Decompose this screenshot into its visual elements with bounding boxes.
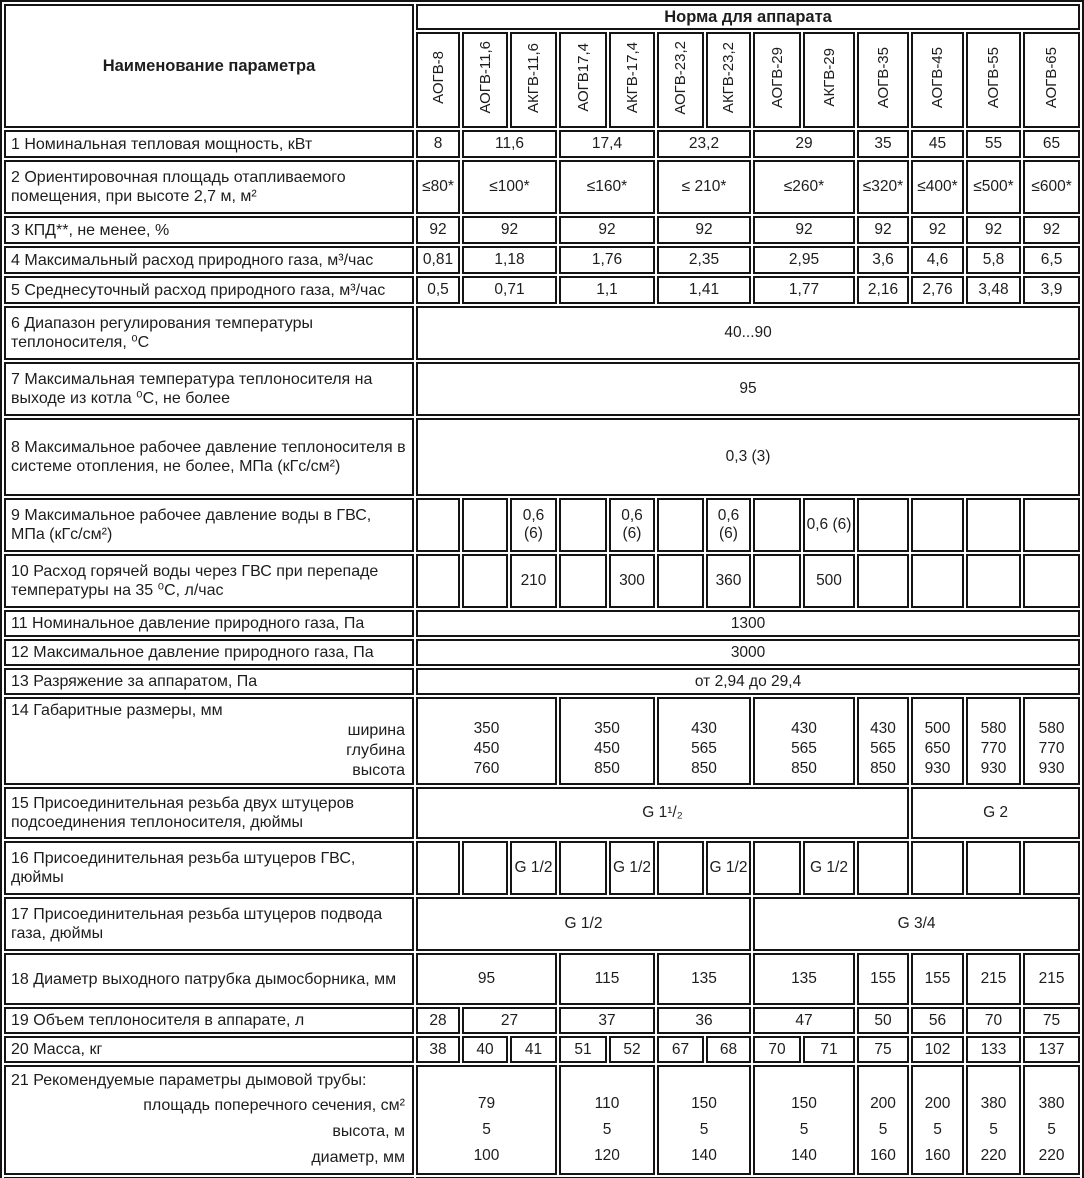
- value-cell: [753, 841, 801, 895]
- stack-line: 79: [477, 1095, 496, 1112]
- value-cell: 45: [911, 130, 964, 158]
- value-cell: [1023, 498, 1080, 552]
- value-stack: [559, 1065, 655, 1175]
- value-cell: [966, 554, 1021, 608]
- stack-line: 850: [791, 760, 817, 777]
- param-label: [4, 697, 414, 785]
- model-header: [510, 32, 557, 128]
- param-label: 9 Максимальное рабочее давление воды в ГВС, МПа (кГс/см²): [4, 498, 414, 552]
- table-row: [4, 639, 1080, 666]
- param-label: 12 Максимальное давление природного газа, Па: [4, 639, 414, 666]
- value-cell: 1,41: [657, 276, 751, 304]
- value-stack: [559, 697, 655, 785]
- stack-line: 5: [699, 1121, 709, 1138]
- stack-line: 930: [924, 760, 951, 777]
- model-header: [706, 32, 751, 128]
- value-stack: [657, 697, 751, 785]
- value-cell: [462, 841, 508, 895]
- value-stack: [911, 697, 964, 785]
- param-column-header: Наименование параметра: [4, 4, 414, 128]
- value-cell: [462, 498, 508, 552]
- table-row: [4, 841, 1080, 895]
- table-row: [4, 160, 1080, 214]
- value-cell: 92: [416, 216, 460, 244]
- stack-line: 580: [980, 720, 1007, 737]
- value-cell: 2,95: [753, 246, 855, 274]
- model-header-label: АКГВ-11,6: [525, 42, 542, 113]
- table-row: [4, 554, 1080, 608]
- stack-line: 120: [594, 1147, 620, 1164]
- value-cell: G 3/4: [753, 897, 1080, 951]
- stack-line: 850: [691, 760, 717, 777]
- value-cell: 210: [510, 554, 557, 608]
- value-cell: 0,6 (6): [510, 498, 557, 552]
- value-cell: [911, 554, 964, 608]
- value-cell: 92: [966, 216, 1021, 244]
- value-cell: 2,76: [911, 276, 964, 304]
- value-cell: 155: [857, 953, 909, 1005]
- value-cell: 135: [657, 953, 751, 1005]
- value-cell: 27: [462, 1007, 557, 1034]
- stack-line: 150: [691, 1095, 717, 1112]
- value-cell: [416, 498, 460, 552]
- stack-line: 200: [924, 1095, 951, 1112]
- row-title: 14 Габаритные размеры, мм: [11, 702, 223, 719]
- row-title: 21 Рекомендуемые параметры дымовой трубы:: [11, 1072, 367, 1089]
- value-cell: 95: [416, 362, 1080, 416]
- value-cell: 3000: [416, 639, 1080, 666]
- value-cell: 0,71: [462, 276, 557, 304]
- value-cell: 1,76: [559, 246, 655, 274]
- value-cell: [753, 498, 801, 552]
- model-header: [609, 32, 655, 128]
- stack-line: 430: [791, 720, 817, 737]
- model-header-label: АОГВ-11,6: [476, 41, 494, 114]
- param-label: 11 Номинальное давление природного газа, Па: [4, 610, 414, 637]
- value-cell: 70: [966, 1007, 1021, 1034]
- value-cell: 0,6 (6): [609, 498, 655, 552]
- value-cell: G 2: [911, 787, 1080, 839]
- stack-line: 5: [799, 1121, 809, 1138]
- value-cell: 75: [857, 1036, 909, 1063]
- value-cell: [966, 841, 1021, 895]
- value-cell: 1,77: [753, 276, 855, 304]
- model-header: [753, 32, 801, 128]
- stack-line: 160: [924, 1147, 951, 1164]
- value-cell: [559, 554, 607, 608]
- value-cell: [416, 554, 460, 608]
- model-header: [803, 32, 855, 128]
- value-cell: 40...90: [416, 306, 1080, 360]
- stack-line: 5: [878, 1121, 888, 1138]
- value-stack: [1023, 1065, 1080, 1175]
- norm-header: Норма для аппарата: [416, 4, 1080, 30]
- model-header-label: АОГВ17,4: [574, 43, 592, 112]
- value-cell: 37: [559, 1007, 655, 1034]
- model-header-label: АОГВ-35: [874, 46, 892, 109]
- value-cell: 67: [657, 1036, 704, 1063]
- value-cell: 65: [1023, 130, 1080, 158]
- sub-label: площадь поперечного сечения, см²: [143, 1097, 405, 1114]
- value-cell: [462, 554, 508, 608]
- value-cell: 300: [609, 554, 655, 608]
- stack-line: 160: [870, 1147, 896, 1164]
- value-cell: 6,5: [1023, 246, 1080, 274]
- value-cell: [657, 841, 704, 895]
- stack-line: 140: [791, 1147, 817, 1164]
- value-cell: [416, 841, 460, 895]
- value-cell: 155: [911, 953, 964, 1005]
- stack-line: 220: [1038, 1147, 1065, 1164]
- value-cell: [911, 841, 964, 895]
- value-stack: [966, 1065, 1021, 1175]
- value-cell: 1,1: [559, 276, 655, 304]
- model-header-label: АОГВ-29: [768, 46, 786, 109]
- stack-line: 770: [980, 740, 1007, 757]
- value-cell: 0,6 (6): [706, 498, 751, 552]
- value-cell: ≤160*: [559, 160, 655, 214]
- stack-line: 565: [691, 740, 717, 757]
- value-cell: 2,35: [657, 246, 751, 274]
- sub-label: высота: [352, 762, 405, 779]
- sub-label: диаметр, мм: [311, 1149, 405, 1166]
- value-cell: G 1/2: [510, 841, 557, 895]
- model-header: [462, 32, 508, 128]
- value-cell: ≤260*: [753, 160, 855, 214]
- param-label: 18 Диаметр выходного патрубка дымосборника, мм: [4, 953, 414, 1005]
- stack-line: 100: [473, 1147, 500, 1164]
- value-cell: G 1/2: [706, 841, 751, 895]
- param-label: 4 Максимальный расход природного газа, м³/час: [4, 246, 414, 274]
- value-cell: [911, 498, 964, 552]
- stack-line: 140: [691, 1147, 717, 1164]
- table-row: [4, 697, 1080, 785]
- param-label: 7 Максимальная температура теплоносителя на выходе из котла ⁰С, не более: [4, 362, 414, 416]
- model-header: [911, 32, 964, 128]
- table-row: [4, 897, 1080, 951]
- stack-line: 220: [980, 1147, 1007, 1164]
- param-label: 8 Максимальное рабочее давление теплоносителя в системе отопления, не более, МПа (кГс/см²): [4, 418, 414, 496]
- stack-line: 150: [791, 1095, 817, 1112]
- model-header: [657, 32, 704, 128]
- value-cell: 28: [416, 1007, 460, 1034]
- value-cell: 135: [753, 953, 855, 1005]
- table-row: [4, 1007, 1080, 1034]
- value-cell: 1300: [416, 610, 1080, 637]
- model-header-label: АОГВ-8: [429, 51, 447, 104]
- value-cell: 47: [753, 1007, 855, 1034]
- param-label: 5 Среднесуточный расход природного газа, м³/час: [4, 276, 414, 304]
- stack-line: 450: [594, 740, 620, 757]
- model-header-label: АОГВ-23,2: [672, 40, 689, 115]
- value-cell: ≤ 210*: [657, 160, 751, 214]
- param-label: [4, 1065, 414, 1175]
- value-cell: 41: [510, 1036, 557, 1063]
- value-cell: ≤500*: [966, 160, 1021, 214]
- table-row: [4, 1065, 1080, 1175]
- value-cell: 2,16: [857, 276, 909, 304]
- table-row: [4, 498, 1080, 552]
- value-cell: 0,3 (3): [416, 418, 1080, 496]
- model-header: [559, 32, 607, 128]
- value-cell: ≤600*: [1023, 160, 1080, 214]
- param-label: 1 Номинальная тепловая мощность, кВт: [4, 130, 414, 158]
- value-cell: 8: [416, 130, 460, 158]
- table-row: [4, 216, 1080, 244]
- value-cell: 0,81: [416, 246, 460, 274]
- stack-line: 5: [602, 1121, 612, 1138]
- value-cell: G 1/2: [416, 897, 751, 951]
- value-cell: 92: [857, 216, 909, 244]
- stack-line: 380: [1038, 1095, 1065, 1112]
- value-cell: 55: [966, 130, 1021, 158]
- value-cell: 215: [1023, 953, 1080, 1005]
- value-cell: G 1/2: [803, 841, 855, 895]
- value-cell: 3,48: [966, 276, 1021, 304]
- value-cell: 95: [416, 953, 557, 1005]
- value-stack: [753, 1065, 855, 1175]
- table-row: [4, 787, 1080, 839]
- table-row: [4, 306, 1080, 360]
- value-cell: ≤100*: [462, 160, 557, 214]
- value-cell: [657, 498, 704, 552]
- model-header-label: АОГВ-65: [1043, 46, 1061, 109]
- param-label: 15 Присоединительная резьба двух штуцеров подсоединения теплоносителя, дюймы: [4, 787, 414, 839]
- value-cell: 5,8: [966, 246, 1021, 274]
- param-label: 3 КПД**, не менее, %: [4, 216, 414, 244]
- value-cell: 70: [753, 1036, 801, 1063]
- stack-line: 5: [933, 1121, 942, 1138]
- stack-line: 350: [473, 720, 500, 737]
- model-header-label: АКГВ-23,2: [720, 41, 737, 114]
- value-cell: 52: [609, 1036, 655, 1063]
- value-cell: [559, 498, 607, 552]
- value-cell: 17,4: [559, 130, 655, 158]
- value-cell: [857, 498, 909, 552]
- value-cell: [559, 841, 607, 895]
- value-cell: 3,6: [857, 246, 909, 274]
- value-cell: [753, 554, 801, 608]
- param-label: 17 Присоединительная резьба штуцеров подвода газа, дюймы: [4, 897, 414, 951]
- value-stack: [911, 1065, 964, 1175]
- value-cell: 71: [803, 1036, 855, 1063]
- value-stack: [657, 1065, 751, 1175]
- stack-line: 5: [482, 1121, 491, 1138]
- value-cell: 92: [1023, 216, 1080, 244]
- value-stack: [753, 697, 855, 785]
- stack-line: 930: [1038, 760, 1065, 777]
- value-cell: 92: [462, 216, 557, 244]
- table-row: [4, 246, 1080, 274]
- value-cell: 137: [1023, 1036, 1080, 1063]
- value-cell: [966, 498, 1021, 552]
- value-cell: 50: [857, 1007, 909, 1034]
- value-cell: 1,18: [462, 246, 557, 274]
- value-cell: ≤400*: [911, 160, 964, 214]
- value-cell: [857, 554, 909, 608]
- stack-line: 350: [594, 720, 620, 737]
- model-header: [857, 32, 909, 128]
- value-cell: 500: [803, 554, 855, 608]
- stack-line: 770: [1038, 740, 1065, 757]
- value-cell: 115: [559, 953, 655, 1005]
- value-cell: 133: [966, 1036, 1021, 1063]
- value-cell: 92: [657, 216, 751, 244]
- value-cell: 23,2: [657, 130, 751, 158]
- value-stack: [416, 697, 557, 785]
- table-row: [4, 276, 1080, 304]
- value-cell: G 1/2: [609, 841, 655, 895]
- value-cell: 11,6: [462, 130, 557, 158]
- stack-line: 850: [870, 760, 896, 777]
- table-row: [4, 418, 1080, 496]
- value-cell: 102: [911, 1036, 964, 1063]
- stack-line: 110: [594, 1095, 620, 1112]
- model-header-label: АОГВ-45: [929, 46, 946, 109]
- value-cell: 35: [857, 130, 909, 158]
- value-cell: ≤320*: [857, 160, 909, 214]
- value-stack: [966, 697, 1021, 785]
- table-row: [4, 362, 1080, 416]
- value-cell: 92: [559, 216, 655, 244]
- param-label: 13 Разряжение за аппаратом, Па: [4, 668, 414, 695]
- value-cell: 0,5: [416, 276, 460, 304]
- stack-line: 5: [989, 1121, 998, 1138]
- model-header: [966, 32, 1021, 128]
- param-label: 16 Присоединительная резьба штуцеров ГВС, дюймы: [4, 841, 414, 895]
- value-cell: 56: [911, 1007, 964, 1034]
- value-cell: 4,6: [911, 246, 964, 274]
- value-cell: 51: [559, 1036, 607, 1063]
- table-row: [4, 668, 1080, 695]
- sub-label: глубина: [346, 742, 405, 759]
- value-cell: ≤80*: [416, 160, 460, 214]
- stack-line: 565: [791, 740, 817, 757]
- param-label: 2 Ориентировочная площадь отапливаемого помещения, при высоте 2,7 м, м²: [4, 160, 414, 214]
- param-label: 19 Объем теплоносителя в аппарате, л: [4, 1007, 414, 1034]
- sub-label: ширина: [347, 722, 405, 739]
- model-header: [416, 32, 460, 128]
- value-cell: 215: [966, 953, 1021, 1005]
- value-cell: 3,9: [1023, 276, 1080, 304]
- param-label: 20 Масса, кг: [4, 1036, 414, 1063]
- value-cell: 360: [706, 554, 751, 608]
- model-header: [1023, 32, 1080, 128]
- stack-line: 580: [1038, 720, 1065, 737]
- value-cell: 92: [753, 216, 855, 244]
- stack-line: 430: [691, 720, 717, 737]
- stack-line: 380: [980, 1095, 1007, 1112]
- value-cell: 68: [706, 1036, 751, 1063]
- sub-label: высота, м: [332, 1123, 405, 1140]
- stack-line: 5: [1047, 1121, 1056, 1138]
- table-row: [4, 953, 1080, 1005]
- stack-line: 200: [870, 1095, 896, 1112]
- value-cell: G 1¹/₂: [416, 787, 909, 839]
- stack-line: 850: [594, 760, 620, 777]
- model-header-label: АКГВ-17,4: [623, 41, 641, 114]
- stack-line: 430: [870, 720, 896, 737]
- model-header-label: АОГВ-55: [985, 46, 1002, 109]
- param-label: 6 Диапазон регулирования температуры теплоносителя, ⁰С: [4, 306, 414, 360]
- stack-line: 450: [473, 740, 500, 757]
- value-cell: от 2,94 до 29,4: [416, 668, 1080, 695]
- value-cell: [1023, 841, 1080, 895]
- value-stack: [416, 1065, 557, 1175]
- value-cell: 75: [1023, 1007, 1080, 1034]
- stack-line: 650: [924, 740, 951, 757]
- value-cell: 0,6 (6): [803, 498, 855, 552]
- value-cell: 29: [753, 130, 855, 158]
- value-cell: 36: [657, 1007, 751, 1034]
- value-cell: 92: [911, 216, 964, 244]
- value-stack: [1023, 697, 1080, 785]
- stack-line: 500: [924, 720, 951, 737]
- value-stack: [857, 697, 909, 785]
- stack-line: 930: [980, 760, 1007, 777]
- table-row: [4, 130, 1080, 158]
- value-cell: [857, 841, 909, 895]
- value-cell: 38: [416, 1036, 460, 1063]
- stack-line: 760: [473, 760, 500, 777]
- value-cell: [657, 554, 704, 608]
- value-cell: 40: [462, 1036, 508, 1063]
- value-cell: [1023, 554, 1080, 608]
- stack-line: 565: [870, 740, 896, 757]
- table-row: [4, 1036, 1080, 1063]
- table-row: [4, 610, 1080, 637]
- param-label: 10 Расход горячей воды через ГВС при перепаде температуры на 35 ⁰С, л/час: [4, 554, 414, 608]
- model-header-label: АКГВ-29: [820, 48, 838, 107]
- value-stack: [857, 1065, 909, 1175]
